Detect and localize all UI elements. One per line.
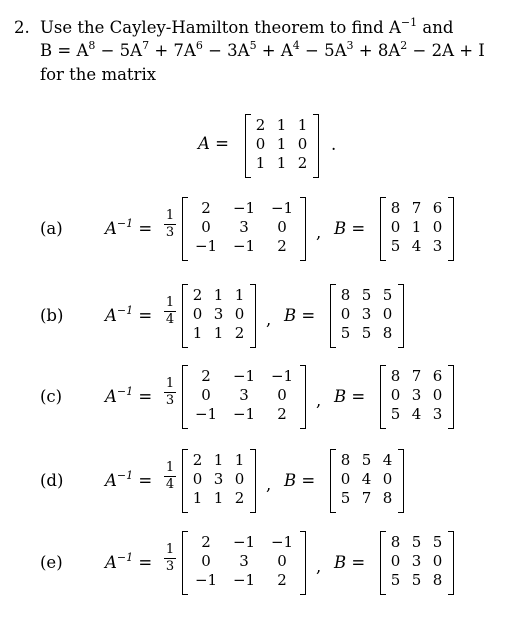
matrix-entry: 8 — [340, 286, 351, 304]
matrix-entry: 0 — [432, 218, 443, 236]
matrix-entry: 0 — [340, 305, 351, 323]
scalar-fraction — [164, 296, 176, 327]
exponent: 4 — [292, 39, 300, 52]
matrix-entry: 3 — [213, 470, 224, 488]
matrix-entry: 3 — [239, 386, 249, 404]
B-matrix — [330, 449, 404, 513]
matrix-entry: 4 — [411, 405, 422, 423]
matrix-bracket-corner — [246, 177, 251, 178]
matrix-bracket-corner — [183, 197, 188, 198]
matrix-bracket-corner — [183, 260, 188, 261]
matrix-row — [187, 552, 301, 571]
equals-sign: = — [138, 219, 153, 238]
matrix-row — [335, 489, 398, 508]
matrix-row — [187, 324, 250, 343]
matrix-entry: 3 — [411, 386, 422, 404]
matrix-bracket-corner — [398, 512, 403, 513]
separator-comma: , — [316, 223, 322, 242]
matrix-entry: 3 — [239, 552, 249, 570]
matrix-bracket-corner — [381, 365, 386, 366]
matrix-entry: −1 — [232, 571, 256, 589]
matrix-entry: 0 — [297, 135, 308, 153]
inverse-symbol: A — [105, 471, 117, 490]
equals-sign: = — [138, 306, 153, 325]
matrix-row — [385, 405, 448, 424]
matrix-row — [335, 324, 398, 343]
expression-term: + 8A — [353, 41, 401, 60]
inverse-lhs — [105, 306, 152, 325]
matrix-entry: 0 — [234, 305, 245, 323]
equals-sign: = — [138, 553, 153, 572]
matrix-row — [385, 237, 448, 256]
fraction-numerator: 1 — [165, 208, 175, 223]
matrix-grid — [187, 367, 301, 424]
option-label: (b) — [40, 306, 64, 325]
separator-comma: , — [266, 310, 272, 329]
matrix-A-period: . — [331, 135, 337, 154]
matrix-row — [187, 405, 301, 424]
matrix-bracket-corner — [313, 177, 318, 178]
matrix-row — [187, 305, 250, 324]
fraction-denominator: 3 — [165, 559, 175, 574]
matrix-entry: 3 — [213, 305, 224, 323]
matrix-entry: −1 — [232, 405, 256, 423]
matrix-row — [187, 489, 250, 508]
matrix-entry: −1 — [232, 199, 256, 217]
inverse-matrix — [182, 284, 256, 348]
line1-sup: −1 — [400, 16, 418, 29]
matrix-entry: 8 — [390, 367, 401, 385]
matrix-entry: 0 — [277, 552, 287, 570]
matrix-bracket-corner — [381, 197, 386, 198]
matrix-entry: 2 — [277, 405, 287, 423]
exponent: 3 — [346, 39, 354, 52]
matrix-entry: −1 — [232, 533, 256, 551]
matrix-entry: 2 — [277, 571, 287, 589]
scalar-fraction — [164, 461, 176, 492]
matrix-bracket-corner — [300, 197, 305, 198]
matrix-A — [245, 114, 319, 178]
matrix-entry: 5 — [411, 533, 422, 551]
matrix-entry: −1 — [232, 237, 256, 255]
exponent: 2 — [400, 39, 408, 52]
B-matrix — [330, 284, 404, 348]
matrix-bracket-corner — [398, 449, 403, 450]
matrix-bracket-corner — [246, 114, 251, 115]
matrix-entry: 0 — [432, 386, 443, 404]
matrix-bracket-corner — [398, 347, 403, 348]
question-line-2 — [40, 41, 485, 60]
matrix-entry: 7 — [411, 367, 422, 385]
B-label: B = — [334, 387, 366, 406]
matrix-grid — [187, 199, 301, 256]
expression-term: − 5A — [95, 41, 143, 60]
exponent: 8 — [88, 39, 96, 52]
matrix-entry: 8 — [340, 451, 351, 469]
matrix-bracket-corner — [381, 531, 386, 532]
matrix-entry: 0 — [277, 218, 287, 236]
matrix-entry: 2 — [192, 451, 203, 469]
matrix-bracket-corner — [300, 428, 305, 429]
inverse-exponent: −1 — [116, 469, 134, 482]
matrix-entry: 8 — [382, 489, 393, 507]
matrix-entry: 0 — [390, 552, 401, 570]
matrix-entry: 8 — [382, 324, 393, 342]
exponent: 6 — [195, 39, 203, 52]
matrix-entry: 3 — [361, 305, 372, 323]
matrix-bracket-corner — [313, 114, 318, 115]
matrix-bracket-corner — [448, 531, 453, 532]
matrix-entry: 2 — [201, 367, 211, 385]
inverse-exponent: −1 — [116, 304, 134, 317]
matrix-entry: 0 — [390, 386, 401, 404]
expression-term: + 7A — [149, 41, 196, 60]
matrix-bracket-corner — [300, 365, 305, 366]
matrix-entry: −1 — [194, 571, 218, 589]
matrix-entry: 0 — [192, 305, 203, 323]
inverse-lhs — [105, 387, 152, 406]
equals-sign: = — [138, 471, 153, 490]
matrix-bracket-corner — [448, 260, 453, 261]
inverse-matrix — [182, 531, 306, 595]
matrix-entry: 0 — [201, 218, 211, 236]
matrix-row — [187, 571, 301, 590]
line1-text: Use the Cayley-Hamilton theorem to find A — [40, 18, 401, 37]
line1-tail: and — [417, 18, 454, 37]
matrix-entry: 5 — [361, 451, 372, 469]
matrix-row — [187, 533, 301, 552]
matrix-entry: 1 — [255, 154, 266, 172]
matrix-bracket-corner — [381, 428, 386, 429]
matrix-bracket-corner — [250, 512, 255, 513]
matrix-row — [187, 386, 301, 405]
matrix-bracket-corner — [183, 284, 188, 285]
matrix-bracket-corner — [250, 347, 255, 348]
matrix-entry: 2 — [192, 286, 203, 304]
matrix-entry: 1 — [234, 286, 245, 304]
expression-term: B = A — [40, 41, 89, 60]
matrix-row — [385, 552, 448, 571]
matrix-entry: −1 — [194, 405, 218, 423]
option-label: (e) — [40, 553, 63, 572]
matrix-entry: 8 — [390, 533, 401, 551]
option-label: (d) — [40, 471, 64, 490]
fraction-numerator: 1 — [165, 376, 175, 391]
matrix-entry: 3 — [239, 218, 249, 236]
fraction-denominator: 3 — [165, 225, 175, 240]
matrix-bracket-corner — [331, 284, 336, 285]
matrix-entry: 0 — [390, 218, 401, 236]
matrix-bracket-corner — [331, 347, 336, 348]
matrix-row — [187, 470, 250, 489]
matrix-bracket-corner — [448, 197, 453, 198]
matrix-entry: 0 — [255, 135, 266, 153]
matrix-bracket-corner — [448, 594, 453, 595]
matrix-grid — [385, 367, 448, 424]
matrix-bracket-corner — [183, 594, 188, 595]
matrix-entry: 4 — [411, 237, 422, 255]
matrix-entry: 1 — [192, 324, 203, 342]
matrix-entry: 0 — [432, 552, 443, 570]
matrix-entry: 0 — [201, 552, 211, 570]
matrix-entry: 2 — [277, 237, 287, 255]
matrix-entry: 1 — [276, 135, 287, 153]
matrix-entry: 0 — [192, 470, 203, 488]
matrix-bracket-corner — [300, 531, 305, 532]
matrix-grid — [187, 451, 250, 508]
matrix-entry: 1 — [234, 451, 245, 469]
matrix-bracket-corner — [448, 365, 453, 366]
matrix-entry: 1 — [411, 218, 422, 236]
B-label: B = — [334, 553, 366, 572]
B-matrix — [380, 531, 454, 595]
fraction-denominator: 3 — [165, 393, 175, 408]
matrix-entry: 1 — [213, 489, 224, 507]
matrix-entry: 5 — [390, 571, 401, 589]
matrix-row — [187, 451, 250, 470]
matrix-row — [385, 367, 448, 386]
matrix-entry: 6 — [432, 367, 443, 385]
expression-term: − 2A + I — [407, 41, 485, 60]
matrix-entry: 5 — [361, 324, 372, 342]
matrix-entry: 2 — [234, 489, 245, 507]
matrix-grid — [385, 199, 448, 256]
matrix-grid — [335, 286, 398, 343]
inverse-lhs — [105, 553, 152, 572]
matrix-entry: 1 — [213, 324, 224, 342]
fraction-denominator: 4 — [165, 477, 175, 492]
matrix-entry: 4 — [361, 470, 372, 488]
matrix-entry: 7 — [361, 489, 372, 507]
matrix-entry: −1 — [270, 367, 294, 385]
matrix-row — [250, 135, 313, 154]
matrix-row — [335, 470, 398, 489]
separator-comma: , — [266, 475, 272, 494]
matrix-bracket-corner — [183, 449, 188, 450]
matrix-entry: 0 — [201, 386, 211, 404]
matrix-entry: 1 — [297, 116, 308, 134]
inverse-lhs — [105, 219, 152, 238]
matrix-row — [335, 286, 398, 305]
matrix-grid — [335, 451, 398, 508]
matrix-bracket-corner — [183, 531, 188, 532]
matrix-entry: 4 — [382, 451, 393, 469]
matrix-row — [385, 199, 448, 218]
inverse-matrix — [182, 197, 306, 261]
matrix-bracket-corner — [300, 260, 305, 261]
matrix-row — [385, 218, 448, 237]
matrix-entry: −1 — [270, 533, 294, 551]
scalar-fraction — [164, 377, 176, 408]
fraction-numerator: 1 — [165, 295, 175, 310]
exponent: 7 — [142, 39, 150, 52]
inverse-symbol: A — [105, 553, 117, 572]
option-label: (a) — [40, 219, 63, 238]
matrix-entry: 3 — [432, 237, 443, 255]
question-line-1 — [40, 18, 453, 37]
matrix-grid — [385, 533, 448, 590]
matrix-entry: 1 — [213, 451, 224, 469]
matrix-entry: −1 — [270, 199, 294, 217]
fraction-numerator: 1 — [165, 542, 175, 557]
matrix-entry: 2 — [201, 199, 211, 217]
matrix-row — [335, 305, 398, 324]
inverse-matrix — [182, 449, 256, 513]
matrix-bracket-corner — [183, 428, 188, 429]
matrix-entry: 7 — [411, 199, 422, 217]
B-label: B = — [284, 306, 316, 325]
matrix-row — [187, 218, 301, 237]
question-line-3: for the matrix — [40, 65, 157, 84]
matrix-row — [385, 533, 448, 552]
matrix-entry: 3 — [411, 552, 422, 570]
matrix-row — [250, 154, 313, 173]
B-label: B = — [284, 471, 316, 490]
matrix-row — [335, 451, 398, 470]
matrix-entry: 5 — [382, 286, 393, 304]
inverse-symbol: A — [105, 306, 117, 325]
equals-sign: = — [138, 387, 153, 406]
matrix-bracket-corner — [381, 260, 386, 261]
exponent: 5 — [249, 39, 257, 52]
matrix-entry: 1 — [192, 489, 203, 507]
inverse-exponent: −1 — [116, 217, 134, 230]
matrix-grid — [250, 116, 313, 173]
matrix-entry: 0 — [340, 470, 351, 488]
matrix-bracket-corner — [448, 428, 453, 429]
matrix-entry: 5 — [390, 405, 401, 423]
separator-comma: , — [316, 557, 322, 576]
matrix-bracket-corner — [300, 594, 305, 595]
matrix-entry: 0 — [382, 470, 393, 488]
fraction-denominator: 4 — [165, 312, 175, 327]
matrix-bracket-corner — [331, 512, 336, 513]
matrix-entry: 6 — [432, 199, 443, 217]
matrix-row — [187, 199, 301, 218]
matrix-entry: 5 — [340, 489, 351, 507]
matrix-bracket-corner — [183, 365, 188, 366]
matrix-bracket-corner — [398, 284, 403, 285]
matrix-entry: 1 — [213, 286, 224, 304]
inverse-matrix — [182, 365, 306, 429]
inverse-exponent: −1 — [116, 551, 134, 564]
separator-comma: , — [316, 391, 322, 410]
matrix-entry: 3 — [432, 405, 443, 423]
inverse-symbol: A — [105, 219, 117, 238]
expression-term: + A — [256, 41, 293, 60]
matrix-row — [187, 286, 250, 305]
matrix-entry: 2 — [255, 116, 266, 134]
matrix-entry: −1 — [194, 237, 218, 255]
fraction-numerator: 1 — [165, 460, 175, 475]
matrix-entry: 0 — [277, 386, 287, 404]
expression-term: − 5A — [299, 41, 347, 60]
matrix-bracket-corner — [250, 449, 255, 450]
B-matrix — [380, 197, 454, 261]
matrix-row — [187, 237, 301, 256]
matrix-entry: 1 — [276, 116, 287, 134]
matrix-entry: 8 — [390, 199, 401, 217]
matrix-bracket-corner — [183, 347, 188, 348]
matrix-row — [385, 571, 448, 590]
inverse-lhs — [105, 471, 152, 490]
matrix-entry: 5 — [411, 571, 422, 589]
matrix-entry: 5 — [361, 286, 372, 304]
matrix-entry: 8 — [432, 571, 443, 589]
matrix-grid — [187, 286, 250, 343]
matrix-entry: 2 — [234, 324, 245, 342]
matrix-grid — [187, 533, 301, 590]
matrix-bracket-corner — [381, 594, 386, 595]
matrix-entry: 5 — [390, 237, 401, 255]
option-label: (c) — [40, 387, 63, 406]
matrix-bracket-corner — [331, 449, 336, 450]
matrix-row — [187, 367, 301, 386]
B-matrix — [380, 365, 454, 429]
matrix-entry: 5 — [432, 533, 443, 551]
matrix-entry: 2 — [297, 154, 308, 172]
matrix-entry: −1 — [232, 367, 256, 385]
inverse-symbol: A — [105, 387, 117, 406]
scalar-fraction — [164, 209, 176, 240]
expression-term: − 3A — [202, 41, 250, 60]
question-number: 2. — [14, 18, 30, 37]
matrix-entry: 1 — [276, 154, 287, 172]
matrix-row — [250, 116, 313, 135]
matrix-entry: 2 — [201, 533, 211, 551]
B-label: B = — [334, 219, 366, 238]
matrix-row — [385, 386, 448, 405]
matrix-bracket-corner — [250, 284, 255, 285]
matrix-entry: 5 — [340, 324, 351, 342]
inverse-exponent: −1 — [116, 385, 134, 398]
matrix-entry: 0 — [382, 305, 393, 323]
matrix-bracket-corner — [183, 512, 188, 513]
scalar-fraction — [164, 543, 176, 574]
matrix-A-label: A = — [198, 134, 229, 153]
matrix-entry: 0 — [234, 470, 245, 488]
